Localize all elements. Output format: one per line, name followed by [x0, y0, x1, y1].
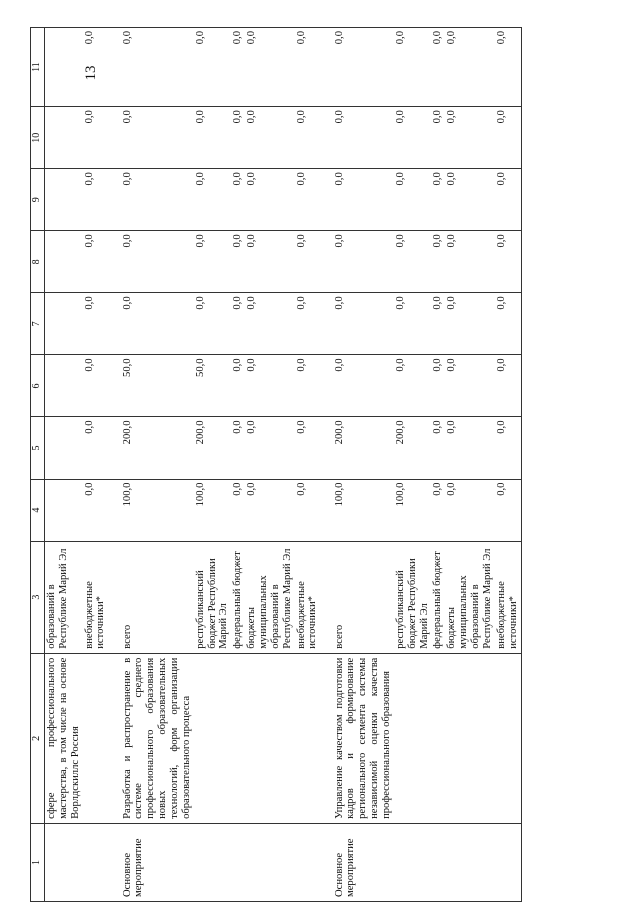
amount-cell: 0,0	[445, 293, 494, 355]
table-row	[394, 28, 432, 902]
event-type-cell	[83, 823, 121, 901]
amount-cell: 0,0	[495, 169, 521, 231]
amount-cell: 0,0	[83, 355, 121, 417]
event-description-cell	[245, 653, 294, 823]
budget-table	[30, 27, 522, 902]
amount-cell: 0,0	[394, 293, 432, 355]
table-row	[495, 28, 521, 902]
amount-cell: 0,0	[121, 169, 194, 231]
event-type-cell	[245, 823, 294, 901]
event-description-cell	[431, 653, 445, 823]
amount-cell	[45, 28, 83, 107]
amount-cell: 0,0	[295, 293, 333, 355]
amount-cell: 0,0	[445, 169, 494, 231]
event-type-cell	[445, 823, 494, 901]
col-header-1: 1	[31, 823, 45, 901]
funding-source-cell: внебюджетные источники*	[83, 541, 121, 653]
amount-cell: 0,0	[295, 417, 333, 479]
amount-cell: 0,0	[333, 293, 394, 355]
col-header-2: 2	[31, 653, 45, 823]
amount-cell: 0,0	[295, 107, 333, 169]
event-type-cell	[394, 823, 432, 901]
amount-cell: 0,0	[245, 231, 294, 293]
col-header-10: 10	[31, 107, 45, 169]
amount-cell: 0,0	[83, 107, 121, 169]
funding-source-cell: республиканский бюджет Республики Марий Эл	[394, 541, 432, 653]
amount-cell: 0,0	[495, 479, 521, 541]
amount-cell: 0,0	[394, 355, 432, 417]
event-description-cell	[83, 653, 121, 823]
amount-cell: 0,0	[245, 169, 294, 231]
amount-cell: 0,0	[83, 169, 121, 231]
amount-cell: 200,0	[394, 417, 432, 479]
amount-cell: 0,0	[121, 231, 194, 293]
amount-cell: 0,0	[431, 28, 445, 107]
amount-cell: 0,0	[431, 231, 445, 293]
event-description-cell	[445, 653, 494, 823]
funding-source-cell: всего	[121, 541, 194, 653]
amount-cell: 0,0	[231, 169, 245, 231]
amount-cell: 0,0	[445, 417, 494, 479]
event-type-cell: Основное мероприятие	[333, 823, 394, 901]
amount-cell: 0,0	[121, 107, 194, 169]
budget-table-rotated	[30, 27, 624, 902]
amount-cell: 0,0	[194, 169, 232, 231]
amount-cell: 100,0	[194, 479, 232, 541]
amount-cell: 0,0	[495, 355, 521, 417]
amount-cell: 0,0	[245, 417, 294, 479]
amount-cell: 0,0	[121, 293, 194, 355]
amount-cell: 0,0	[394, 169, 432, 231]
amount-cell: 100,0	[121, 479, 194, 541]
amount-cell: 0,0	[295, 231, 333, 293]
page-number: 13	[82, 65, 99, 81]
event-type-cell	[194, 823, 232, 901]
event-description-cell	[194, 653, 232, 823]
table-row	[194, 28, 232, 902]
event-description-cell: Управление качеством подготовки кадров и формирование регионального сегмента системы независимой оценки качества профессионального образования	[333, 653, 394, 823]
amount-cell: 0,0	[194, 107, 232, 169]
amount-cell: 0,0	[245, 355, 294, 417]
col-header-11: 11	[31, 28, 45, 107]
amount-cell: 0,0	[231, 107, 245, 169]
funding-source-cell: федеральный бюджет	[431, 541, 445, 653]
amount-cell: 0,0	[83, 293, 121, 355]
amount-cell: 0,0	[431, 355, 445, 417]
event-type-cell: Основное мероприятие	[121, 823, 194, 901]
col-header-6: 6	[31, 355, 45, 417]
amount-cell: 0,0	[495, 293, 521, 355]
col-header-8: 8	[31, 231, 45, 293]
event-type-cell	[495, 823, 521, 901]
amount-cell: 0,0	[333, 28, 394, 107]
amount-cell: 0,0	[245, 479, 294, 541]
amount-cell: 0,0	[431, 293, 445, 355]
amount-cell: 0,0	[333, 107, 394, 169]
event-description-cell	[231, 653, 245, 823]
event-type-cell	[295, 823, 333, 901]
amount-cell: 0,0	[194, 28, 232, 107]
amount-cell: 0,0	[333, 169, 394, 231]
table-row	[121, 28, 194, 902]
table-row	[333, 28, 394, 902]
event-type-cell	[431, 823, 445, 901]
amount-cell: 0,0	[445, 28, 494, 107]
amount-cell: 0,0	[495, 417, 521, 479]
event-description-cell	[394, 653, 432, 823]
event-description-cell: Разработка и распространение в системе среднего профессионального образования новых образовательных технологий, форм организации образовательного процесса	[121, 653, 194, 823]
amount-cell: 0,0	[394, 231, 432, 293]
amount-cell: 0,0	[431, 169, 445, 231]
amount-cell: 0,0	[245, 107, 294, 169]
amount-cell: 0,0	[394, 28, 432, 107]
table-row	[245, 28, 294, 902]
event-description-cell	[495, 653, 521, 823]
amount-cell: 0,0	[445, 231, 494, 293]
amount-cell: 0,0	[83, 417, 121, 479]
table-row	[295, 28, 333, 902]
amount-cell: 0,0	[445, 479, 494, 541]
event-description-cell: сфере профессионального мастерства, в том числе на основе Ворлдскиллс Россия	[45, 653, 83, 823]
amount-cell	[45, 355, 83, 417]
amount-cell	[45, 293, 83, 355]
funding-source-cell: всего	[333, 541, 394, 653]
amount-cell: 200,0	[194, 417, 232, 479]
amount-cell: 0,0	[245, 28, 294, 107]
amount-cell: 0,0	[231, 355, 245, 417]
amount-cell: 0,0	[231, 417, 245, 479]
table-row	[431, 28, 445, 902]
amount-cell: 0,0	[431, 479, 445, 541]
header-row	[31, 28, 45, 902]
amount-cell: 200,0	[121, 417, 194, 479]
amount-cell: 0,0	[231, 479, 245, 541]
amount-cell: 0,0	[194, 293, 232, 355]
amount-cell: 0,0	[495, 28, 521, 107]
amount-cell	[45, 169, 83, 231]
amount-cell: 0,0	[245, 293, 294, 355]
amount-cell: 200,0	[333, 417, 394, 479]
amount-cell: 0,0	[83, 479, 121, 541]
amount-cell: 0,0	[295, 479, 333, 541]
amount-cell: 0,0	[333, 355, 394, 417]
table-row	[231, 28, 245, 902]
amount-cell: 0,0	[194, 231, 232, 293]
funding-source-cell: образований в Республике Марий Эл	[45, 541, 83, 653]
amount-cell: 0,0	[295, 355, 333, 417]
funding-source-cell: бюджеты муниципальных образований в Республике Марий Эл	[245, 541, 294, 653]
amount-cell: 0,0	[231, 231, 245, 293]
amount-cell: 0,0	[431, 417, 445, 479]
amount-cell: 0,0	[295, 28, 333, 107]
col-header-3: 3	[31, 541, 45, 653]
amount-cell: 0,0	[83, 28, 121, 107]
amount-cell: 0,0	[83, 231, 121, 293]
amount-cell: 0,0	[231, 293, 245, 355]
table-row	[445, 28, 494, 902]
amount-cell	[45, 479, 83, 541]
amount-cell: 0,0	[445, 107, 494, 169]
amount-cell: 0,0	[121, 28, 194, 107]
amount-cell: 0,0	[333, 231, 394, 293]
funding-source-cell: федеральный бюджет	[231, 541, 245, 653]
col-header-7: 7	[31, 293, 45, 355]
amount-cell: 0,0	[394, 107, 432, 169]
event-description-cell	[295, 653, 333, 823]
amount-cell: 0,0	[495, 107, 521, 169]
funding-source-cell: внебюджетные источники*	[295, 541, 333, 653]
funding-source-cell: бюджеты муниципальных образований в Республике Марий Эл	[445, 541, 494, 653]
table-row	[45, 28, 83, 902]
funding-source-cell: внебюджетные источники*	[495, 541, 521, 653]
table-row	[83, 28, 121, 902]
funding-source-cell: республиканский бюджет Республики Марий Эл	[194, 541, 232, 653]
amount-cell: 100,0	[394, 479, 432, 541]
amount-cell: 100,0	[333, 479, 394, 541]
amount-cell: 0,0	[431, 107, 445, 169]
amount-cell: 50,0	[121, 355, 194, 417]
amount-cell: 0,0	[445, 355, 494, 417]
amount-cell	[45, 231, 83, 293]
col-header-9: 9	[31, 169, 45, 231]
amount-cell	[45, 417, 83, 479]
event-type-cell	[231, 823, 245, 901]
event-type-cell	[45, 823, 83, 901]
amount-cell: 50,0	[194, 355, 232, 417]
col-header-4: 4	[31, 479, 45, 541]
amount-cell: 0,0	[231, 28, 245, 107]
amount-cell: 0,0	[295, 169, 333, 231]
amount-cell: 0,0	[495, 231, 521, 293]
col-header-5: 5	[31, 417, 45, 479]
amount-cell	[45, 107, 83, 169]
